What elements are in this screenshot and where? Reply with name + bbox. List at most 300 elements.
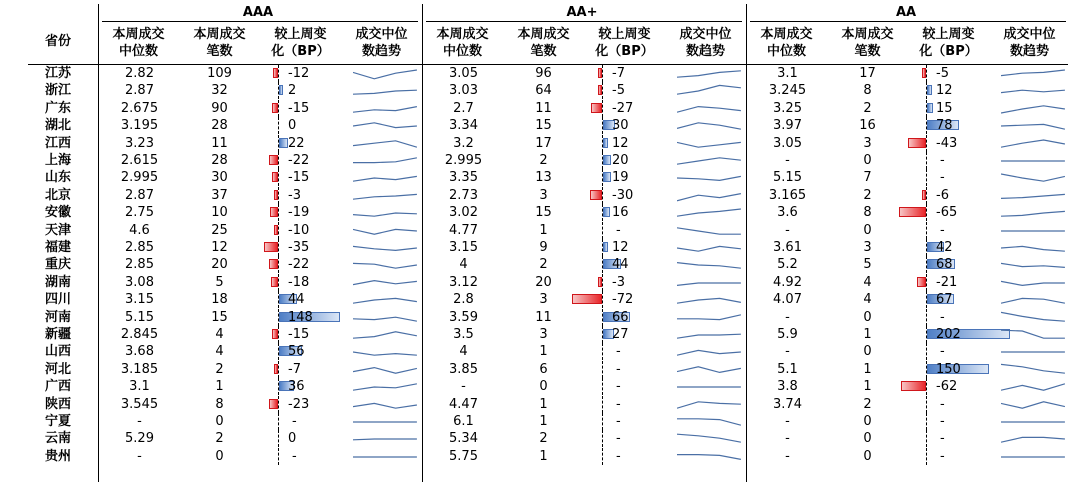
column-header: 化（BP） bbox=[271, 44, 330, 59]
trade-count-cell: 5 bbox=[215, 274, 224, 290]
change-axis bbox=[926, 309, 927, 326]
trade-count-cell: 30 bbox=[211, 170, 228, 186]
median-trend-sparkline bbox=[1001, 66, 1065, 82]
trade-count-cell: 20 bbox=[535, 274, 552, 290]
negative-change-bar bbox=[901, 381, 926, 391]
median-yield-cell: 5.15 bbox=[125, 309, 154, 325]
trade-count-cell: 0 bbox=[863, 431, 872, 447]
negative-change-bar bbox=[273, 68, 278, 78]
median-trend-sparkline bbox=[353, 188, 417, 204]
median-trend-sparkline bbox=[1001, 431, 1065, 447]
median-yield-cell: 2.845 bbox=[120, 327, 159, 342]
change-axis bbox=[278, 152, 279, 169]
median-trend-sparkline bbox=[1001, 136, 1065, 152]
column-header: 较上周变 bbox=[598, 27, 651, 42]
median-trend-sparkline bbox=[353, 344, 417, 360]
median-trend-sparkline bbox=[353, 257, 417, 273]
trade-count-cell: 2 bbox=[539, 431, 548, 447]
change-axis bbox=[926, 222, 927, 239]
median-yield-cell: 2.995 bbox=[120, 170, 159, 186]
trade-count-cell: 1 bbox=[539, 396, 548, 412]
median-yield-cell: 3.12 bbox=[449, 274, 478, 290]
median-yield-cell: 5.1 bbox=[777, 361, 798, 377]
change-bp-label: -23 bbox=[288, 396, 310, 412]
change-bp-label: 148 bbox=[288, 309, 313, 325]
province-cell: 福建 bbox=[44, 240, 71, 255]
median-yield-cell: 3.15 bbox=[125, 292, 154, 308]
median-yield-cell: 5.34 bbox=[449, 431, 478, 447]
median-yield-cell: 3.34 bbox=[449, 118, 478, 134]
positive-change-bar bbox=[927, 103, 933, 113]
change-axis bbox=[602, 378, 603, 395]
province-cell: 浙江 bbox=[44, 83, 71, 99]
change-axis bbox=[602, 448, 603, 465]
median-yield-cell: 4.92 bbox=[773, 274, 802, 290]
negative-change-bar bbox=[598, 277, 602, 287]
change-bp-label: -7 bbox=[288, 361, 301, 377]
median-yield-cell: 2.85 bbox=[125, 257, 154, 273]
trade-count-cell: 28 bbox=[211, 118, 228, 134]
median-yield-cell: 4 bbox=[459, 257, 468, 273]
change-bp-label: - bbox=[940, 153, 945, 168]
column-header: 成交中位 bbox=[679, 27, 732, 42]
change-axis bbox=[602, 274, 603, 291]
change-bp-label: -15 bbox=[288, 327, 310, 342]
median-yield-cell: 4.6 bbox=[129, 222, 150, 238]
positive-change-bar bbox=[279, 85, 283, 95]
median-trend-sparkline bbox=[677, 275, 741, 291]
trade-count-cell: 1 bbox=[215, 379, 224, 395]
median-trend-sparkline bbox=[353, 136, 417, 152]
median-yield-cell: 3.165 bbox=[768, 187, 807, 203]
median-yield-cell: 3.1 bbox=[777, 66, 798, 81]
change-axis bbox=[602, 82, 603, 99]
change-bp-label: 0 bbox=[288, 118, 297, 134]
negative-change-bar bbox=[922, 68, 926, 78]
change-axis bbox=[926, 448, 927, 465]
change-axis bbox=[602, 413, 603, 430]
median-trend-sparkline bbox=[353, 431, 417, 447]
column-header: 较上周变 bbox=[922, 27, 975, 42]
trade-count-cell: 2 bbox=[863, 187, 872, 203]
change-bp-label: 42 bbox=[936, 240, 953, 255]
column-header: 化（BP） bbox=[919, 44, 978, 59]
trade-count-cell: 8 bbox=[215, 396, 224, 412]
trade-count-cell: 16 bbox=[859, 118, 876, 134]
median-trend-sparkline bbox=[353, 414, 417, 430]
column-header: 数趋势 bbox=[361, 44, 401, 59]
change-bp-label: - bbox=[940, 431, 945, 447]
median-yield-cell: 5.29 bbox=[125, 431, 154, 447]
trade-count-cell: 13 bbox=[535, 170, 552, 186]
change-axis bbox=[278, 117, 279, 134]
positive-change-bar bbox=[603, 242, 608, 252]
province-cell: 云南 bbox=[44, 431, 71, 447]
group-underline bbox=[750, 21, 1066, 22]
trade-count-cell: 18 bbox=[211, 292, 228, 308]
group-separator bbox=[98, 4, 99, 482]
median-trend-sparkline bbox=[1001, 414, 1065, 430]
province-cell: 四川 bbox=[44, 292, 71, 308]
change-axis bbox=[602, 222, 603, 239]
column-header: 较上周变 bbox=[274, 27, 327, 42]
province-cell: 广西 bbox=[44, 379, 71, 395]
trade-count-cell: 0 bbox=[863, 448, 872, 464]
change-axis bbox=[602, 430, 603, 447]
median-trend-sparkline bbox=[1001, 83, 1065, 99]
median-yield-cell: 3.61 bbox=[773, 240, 802, 255]
median-yield-cell: 3.08 bbox=[125, 274, 154, 290]
median-trend-sparkline bbox=[353, 397, 417, 413]
median-yield-cell: 2.7 bbox=[453, 100, 474, 116]
change-axis bbox=[602, 343, 603, 360]
province-cell: 河南 bbox=[44, 309, 71, 325]
change-bp-label: 2 bbox=[288, 83, 297, 99]
trade-count-cell: 11 bbox=[211, 135, 228, 151]
trade-count-cell: 96 bbox=[535, 66, 552, 81]
column-header: 笔数 bbox=[206, 44, 233, 59]
negative-change-bar bbox=[264, 242, 278, 252]
trade-count-cell: 37 bbox=[211, 187, 228, 203]
median-trend-sparkline bbox=[353, 362, 417, 378]
median-trend-sparkline bbox=[1001, 362, 1065, 378]
median-yield-cell: 3.545 bbox=[120, 396, 159, 412]
change-axis bbox=[926, 343, 927, 360]
trade-count-cell: 0 bbox=[215, 414, 224, 429]
median-trend-sparkline bbox=[1001, 292, 1065, 308]
median-trend-sparkline bbox=[1001, 344, 1065, 360]
province-cell: 湖南 bbox=[44, 274, 71, 290]
trade-count-cell: 8 bbox=[863, 83, 872, 99]
median-trend-sparkline bbox=[1001, 397, 1065, 413]
median-trend-sparkline bbox=[1001, 118, 1065, 134]
trade-count-cell: 2 bbox=[539, 153, 548, 168]
median-trend-sparkline bbox=[677, 310, 741, 326]
column-header: 本周成交 bbox=[841, 27, 894, 42]
trade-count-cell: 3 bbox=[539, 292, 548, 308]
negative-change-bar bbox=[572, 294, 602, 304]
change-bp-label: - bbox=[616, 414, 621, 429]
change-bp-label: 30 bbox=[612, 118, 629, 134]
group-header-aaa: AAA bbox=[242, 5, 274, 20]
change-axis bbox=[278, 430, 279, 447]
change-bp-label: 56 bbox=[288, 344, 305, 360]
group-separator bbox=[422, 4, 423, 482]
trade-count-cell: 4 bbox=[863, 274, 872, 290]
change-bp-label: - bbox=[616, 431, 621, 447]
trade-count-cell: 8 bbox=[863, 205, 872, 221]
change-bp-label: 20 bbox=[612, 153, 629, 168]
trade-count-cell: 7 bbox=[863, 170, 872, 186]
negative-change-bar bbox=[274, 190, 278, 200]
change-bp-label: -43 bbox=[936, 135, 958, 151]
change-bp-label: - bbox=[616, 344, 621, 360]
trade-count-cell: 1 bbox=[539, 344, 548, 360]
trade-count-cell: 2 bbox=[863, 396, 872, 412]
positive-change-bar bbox=[603, 138, 608, 148]
trade-count-cell: 0 bbox=[863, 344, 872, 360]
median-yield-cell: 5.9 bbox=[777, 327, 798, 342]
median-trend-sparkline bbox=[677, 83, 741, 99]
province-cell: 广东 bbox=[44, 100, 71, 116]
change-axis bbox=[278, 187, 279, 204]
column-header: 本周成交 bbox=[112, 27, 165, 42]
median-yield-cell: 3.35 bbox=[449, 170, 478, 186]
change-axis bbox=[278, 413, 279, 430]
column-header: 中位数 bbox=[766, 44, 806, 59]
median-yield-cell: 3.2 bbox=[453, 135, 474, 151]
column-header: 中位数 bbox=[118, 44, 158, 59]
change-bp-label: 19 bbox=[612, 170, 629, 186]
median-yield-cell: 3.05 bbox=[773, 135, 802, 151]
median-trend-sparkline bbox=[1001, 275, 1065, 291]
column-header: 本周成交 bbox=[517, 27, 570, 42]
province-cell: 新疆 bbox=[44, 327, 71, 342]
median-trend-sparkline bbox=[677, 188, 741, 204]
change-axis bbox=[926, 152, 927, 169]
negative-change-bar bbox=[270, 207, 278, 217]
trade-count-cell: 2 bbox=[215, 361, 224, 377]
change-axis bbox=[602, 396, 603, 413]
column-header: 本周成交 bbox=[436, 27, 489, 42]
province-cell: 江西 bbox=[44, 135, 71, 151]
negative-change-bar bbox=[598, 85, 602, 95]
change-axis bbox=[278, 222, 279, 239]
change-axis bbox=[926, 187, 927, 204]
median-yield-cell: - bbox=[137, 448, 142, 464]
change-bp-label: -65 bbox=[936, 205, 958, 221]
median-trend-sparkline bbox=[677, 101, 741, 117]
median-yield-cell: 3.68 bbox=[125, 344, 154, 360]
change-axis bbox=[926, 274, 927, 291]
column-header: 数趋势 bbox=[1009, 44, 1049, 59]
change-bp-label: 16 bbox=[612, 205, 629, 221]
trade-count-cell: 1 bbox=[539, 414, 548, 429]
trade-count-cell: 4 bbox=[863, 292, 872, 308]
trade-count-cell: 20 bbox=[211, 257, 228, 273]
median-yield-cell: 4.77 bbox=[449, 222, 478, 238]
negative-change-bar bbox=[271, 277, 278, 287]
positive-change-bar bbox=[279, 138, 288, 148]
median-trend-sparkline bbox=[677, 362, 741, 378]
trade-count-cell: 1 bbox=[863, 361, 872, 377]
median-yield-cell: - bbox=[785, 448, 790, 464]
province-cell: 江苏 bbox=[44, 66, 71, 81]
positive-change-bar bbox=[927, 85, 932, 95]
column-header: 本周成交 bbox=[193, 27, 246, 42]
positive-change-bar bbox=[603, 172, 611, 182]
median-yield-cell: 2.73 bbox=[449, 187, 478, 203]
median-yield-cell: 3.5 bbox=[453, 327, 474, 342]
median-yield-cell: 2.87 bbox=[125, 83, 154, 99]
change-bp-label: -62 bbox=[936, 379, 958, 395]
median-yield-cell: 3.1 bbox=[129, 379, 150, 395]
median-trend-sparkline bbox=[353, 101, 417, 117]
change-bp-label: - bbox=[940, 344, 945, 360]
group-header-aa: AA bbox=[895, 5, 917, 20]
change-bp-label: -15 bbox=[288, 170, 310, 186]
column-header: 中位数 bbox=[442, 44, 482, 59]
median-trend-sparkline bbox=[353, 118, 417, 134]
median-yield-cell: 2.675 bbox=[120, 100, 159, 116]
column-header: 笔数 bbox=[854, 44, 881, 59]
change-bp-label: -7 bbox=[612, 66, 625, 81]
column-header: 化（BP） bbox=[595, 44, 654, 59]
trade-count-cell: 90 bbox=[211, 100, 228, 116]
change-axis bbox=[278, 274, 279, 291]
median-trend-sparkline bbox=[353, 379, 417, 395]
change-bp-label: - bbox=[616, 222, 621, 238]
median-trend-sparkline bbox=[1001, 327, 1065, 343]
median-trend-sparkline bbox=[677, 397, 741, 413]
change-axis bbox=[926, 430, 927, 447]
province-cell: 宁夏 bbox=[44, 414, 71, 429]
median-yield-cell: 5.15 bbox=[773, 170, 802, 186]
change-bp-label: -22 bbox=[288, 153, 310, 168]
change-bp-label: 22 bbox=[288, 135, 305, 151]
median-trend-sparkline bbox=[353, 66, 417, 82]
negative-change-bar bbox=[269, 155, 278, 165]
negative-change-bar bbox=[269, 399, 278, 409]
trade-count-cell: 12 bbox=[211, 240, 228, 255]
change-bp-label: 44 bbox=[612, 257, 629, 273]
median-yield-cell: 3.85 bbox=[449, 361, 478, 377]
change-axis bbox=[926, 65, 927, 82]
change-axis bbox=[278, 361, 279, 378]
change-bp-label: -5 bbox=[936, 66, 949, 81]
column-header: 成交中位 bbox=[355, 27, 408, 42]
change-axis bbox=[278, 65, 279, 82]
change-bp-label: 67 bbox=[936, 292, 953, 308]
trade-count-cell: 2 bbox=[539, 257, 548, 273]
median-yield-cell: 3.02 bbox=[449, 205, 478, 221]
negative-change-bar bbox=[272, 172, 278, 182]
negative-change-bar bbox=[590, 190, 602, 200]
median-yield-cell: - bbox=[785, 414, 790, 429]
change-axis bbox=[926, 413, 927, 430]
median-trend-sparkline bbox=[1001, 310, 1065, 326]
change-bp-label: - bbox=[616, 379, 621, 395]
trade-count-cell: 1 bbox=[863, 379, 872, 395]
median-yield-cell: - bbox=[461, 379, 466, 395]
median-trend-sparkline bbox=[677, 170, 741, 186]
trade-count-cell: 3 bbox=[863, 240, 872, 255]
trade-count-cell: 28 bbox=[211, 153, 228, 168]
trade-count-cell: 2 bbox=[863, 100, 872, 116]
median-yield-cell: 3.195 bbox=[120, 118, 159, 134]
change-bp-label: - bbox=[616, 396, 621, 412]
trade-count-cell: 4 bbox=[215, 327, 224, 342]
province-cell: 重庆 bbox=[44, 257, 71, 273]
trade-count-cell: 0 bbox=[539, 379, 548, 395]
median-trend-sparkline bbox=[677, 240, 741, 256]
change-bp-label: -21 bbox=[936, 274, 958, 290]
change-bp-label: - bbox=[940, 309, 945, 325]
median-trend-sparkline bbox=[353, 449, 417, 465]
negative-change-bar bbox=[917, 277, 926, 287]
change-bp-label: 12 bbox=[936, 83, 953, 99]
median-yield-cell: 3.05 bbox=[449, 66, 478, 81]
change-axis bbox=[926, 204, 927, 221]
change-bp-label: 12 bbox=[612, 240, 629, 255]
median-yield-cell: 2.85 bbox=[125, 240, 154, 255]
change-bp-label: -5 bbox=[612, 83, 625, 99]
change-axis bbox=[602, 187, 603, 204]
trade-count-cell: 0 bbox=[863, 414, 872, 429]
median-trend-sparkline bbox=[677, 327, 741, 343]
negative-change-bar bbox=[598, 68, 602, 78]
median-yield-cell: - bbox=[785, 222, 790, 238]
median-yield-cell: 3.15 bbox=[449, 240, 478, 255]
trade-count-cell: 10 bbox=[211, 205, 228, 221]
change-bp-label: 68 bbox=[936, 257, 953, 273]
change-bp-label: 27 bbox=[612, 327, 629, 342]
trade-count-cell: 3 bbox=[863, 135, 872, 151]
province-cell: 北京 bbox=[44, 187, 71, 203]
change-axis bbox=[278, 396, 279, 413]
change-axis bbox=[278, 100, 279, 117]
median-yield-cell: 4.47 bbox=[449, 396, 478, 412]
median-trend-sparkline bbox=[677, 205, 741, 221]
change-axis bbox=[278, 204, 279, 221]
median-trend-sparkline bbox=[353, 240, 417, 256]
province-cell: 湖北 bbox=[44, 118, 71, 134]
change-axis bbox=[278, 448, 279, 465]
median-yield-cell: 2.82 bbox=[125, 66, 154, 81]
median-yield-cell: - bbox=[785, 153, 790, 168]
median-yield-cell: 2.8 bbox=[453, 292, 474, 308]
trade-count-cell: 0 bbox=[863, 222, 872, 238]
change-axis bbox=[602, 361, 603, 378]
column-header: 本周成交 bbox=[760, 27, 813, 42]
median-trend-sparkline bbox=[677, 431, 741, 447]
change-bp-label: - bbox=[940, 222, 945, 238]
median-trend-sparkline bbox=[677, 153, 741, 169]
change-axis bbox=[278, 169, 279, 186]
negative-change-bar bbox=[269, 259, 278, 269]
median-yield-cell: 5.2 bbox=[777, 257, 798, 273]
change-bp-label: -3 bbox=[612, 274, 625, 290]
change-bp-label: 150 bbox=[936, 361, 961, 377]
median-trend-sparkline bbox=[677, 136, 741, 152]
province-cell: 山西 bbox=[44, 344, 71, 360]
median-yield-cell: - bbox=[785, 431, 790, 447]
change-bp-label: -19 bbox=[288, 205, 310, 221]
change-bp-label: - bbox=[940, 396, 945, 412]
province-cell: 山东 bbox=[44, 170, 71, 186]
trade-count-cell: 6 bbox=[539, 361, 548, 377]
negative-change-bar bbox=[922, 190, 926, 200]
median-trend-sparkline bbox=[1001, 240, 1065, 256]
change-axis bbox=[926, 396, 927, 413]
negative-change-bar bbox=[908, 138, 926, 148]
median-yield-cell: - bbox=[785, 309, 790, 325]
negative-change-bar bbox=[272, 103, 278, 113]
trade-count-cell: 0 bbox=[863, 153, 872, 168]
median-yield-cell: 2.87 bbox=[125, 187, 154, 203]
change-axis bbox=[602, 65, 603, 82]
median-trend-sparkline bbox=[677, 292, 741, 308]
change-bp-label: - bbox=[616, 361, 621, 377]
median-trend-sparkline bbox=[677, 118, 741, 134]
negative-change-bar bbox=[591, 103, 602, 113]
change-bp-label: 202 bbox=[936, 327, 961, 342]
median-trend-sparkline bbox=[353, 170, 417, 186]
province-cell: 贵州 bbox=[44, 448, 71, 464]
median-trend-sparkline bbox=[1001, 153, 1065, 169]
trade-count-cell: 109 bbox=[207, 66, 232, 81]
trade-count-cell: 15 bbox=[211, 309, 228, 325]
